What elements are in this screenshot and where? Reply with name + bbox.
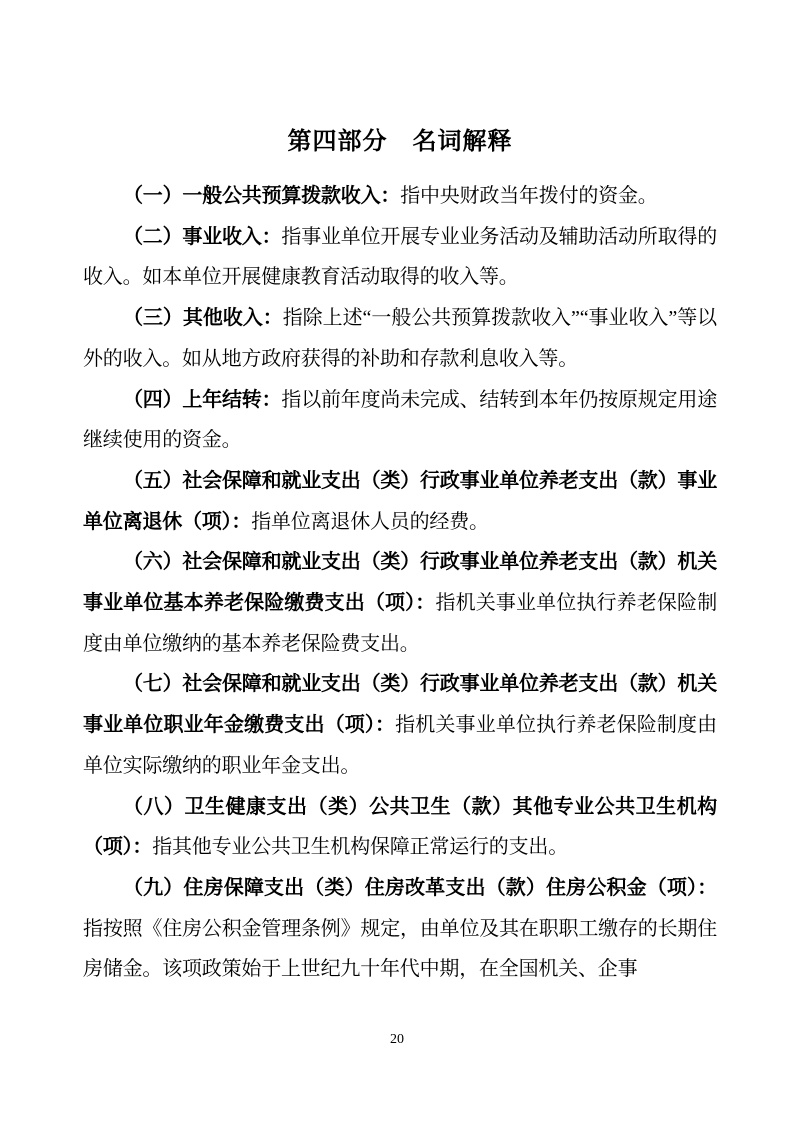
document-content [83, 125, 717, 990]
term-label: （三）其他收入： [123, 307, 283, 330]
term-definition: 指中央财政当年拨付的资金。 [400, 185, 658, 207]
term-label: （一）一般公共预算拨款收入： [123, 185, 401, 207]
term-definition: 指以前年度尚未完成、结转到本年仍按原规定用途继续使用的资金。 [83, 388, 718, 452]
glossary-paragraph [83, 461, 717, 542]
term-definition: 指机关事业单位执行养老保险制度由单位实际缴纳的职业年金支出。 [83, 714, 717, 777]
term-definition: 指其他专业公共卫生机构保障正常运行的支出。 [152, 836, 569, 859]
term-label: （八）卫生健康支出（类）公共卫生（款）其他专业公共卫生机构（项）： [83, 795, 717, 859]
glossary-paragraph [83, 664, 717, 786]
term-label: （二）事业收入： [123, 225, 282, 248]
glossary-paragraph [83, 380, 717, 461]
term-label: （五）社会保障和就业支出（类）行政事业单位养老支出（款）事业单位离退休（项）： [83, 469, 717, 533]
page-number: 20 [390, 1032, 404, 1047]
term-definition: 指事业单位开展专业业务活动及辅助活动所取得的收入。如本单位开展健康教育活动取得的收入等。 [83, 225, 718, 289]
term-definition: 指机关事业单位执行养老保险制度由单位缴纳的基本养老保险费支出。 [83, 592, 717, 655]
glossary-paragraph [83, 868, 717, 990]
term-definition: 指除上述“一般公共预算拨款收入”“事业收入”等以外的收入。如从地方政府获得的补助和存款利息收入等。 [83, 307, 717, 370]
section-title: 第四部分 名词解释 [287, 128, 513, 155]
glossary-paragraph [83, 298, 717, 379]
term-definition: 指单位离退休人员的经费。 [251, 510, 489, 533]
term-label: （六）社会保障和就业支出（类）行政事业单位养老支出（款）机关事业单位基本养老保险缴费支出（项）： [83, 551, 717, 615]
glossary-paragraph [83, 787, 717, 868]
term-label: （七）社会保障和就业支出（类）行政事业单位养老支出（款）机关事业单位职业年金缴费支出（项）： [83, 673, 717, 737]
glossary-paragraph [83, 176, 717, 217]
glossary-paragraph [83, 217, 717, 298]
term-definition: 指按照《住房公积金管理条例》规定，由单位及其在职职工缴存的长期住房储金。该项政策始于上世纪九十年代中期，在全国机关、企事 [83, 917, 717, 981]
term-label: （四）上年结转： [123, 388, 282, 411]
glossary-paragraph [83, 542, 717, 664]
term-label: （九）住房保障支出（类）住房改革支出（款）住房公积金（项）： [123, 876, 717, 899]
